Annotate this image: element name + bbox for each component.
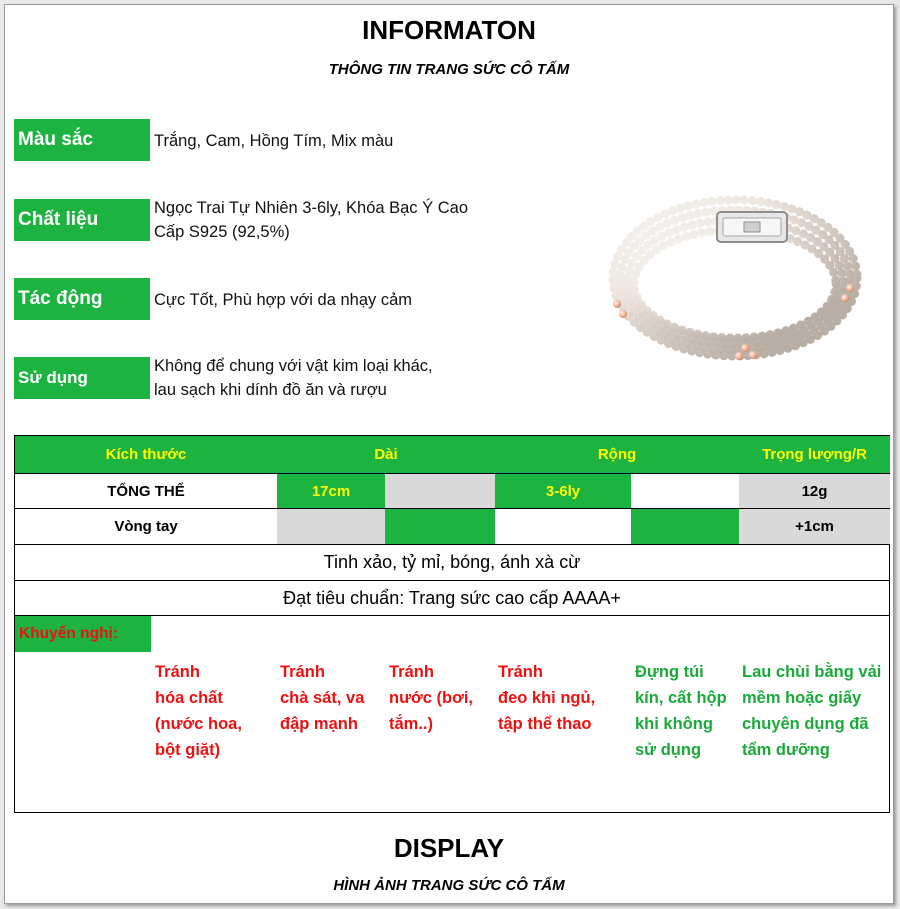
col-width-header: Rộng — [495, 436, 739, 473]
size-table-header — [14, 435, 890, 473]
col-size-header: Kích thước — [15, 436, 277, 473]
attr-label-usage: Sử dụng — [14, 357, 150, 399]
recommend-line: bột giặt) — [155, 741, 221, 759]
length-value: 17cm — [277, 474, 385, 508]
attr-value-line: lau sạch khi dính đồ ăn và rượu — [154, 381, 387, 399]
recommend-item — [635, 659, 727, 763]
recommend-line: chuyên dụng đã — [742, 715, 869, 733]
attr-value-line: Trắng, Cam, Hồng Tím, Mix màu — [154, 132, 394, 150]
attr-value-effect — [154, 288, 494, 312]
display-subtitle: HÌNH ẢNH TRANG SỨC CÔ TẤM — [333, 877, 565, 894]
recommend-item — [742, 659, 881, 763]
page-title: INFORMATON — [362, 15, 536, 45]
row-label: Vòng tay — [114, 518, 178, 535]
recommend-line: chà sát, va — [280, 689, 365, 707]
pearl-bracelet-icon — [595, 138, 875, 410]
recommend-item — [155, 659, 242, 763]
recommend-line: sử dụng — [635, 741, 702, 759]
recommend-item — [280, 659, 364, 737]
recommend-line: tập thể thao — [498, 715, 592, 733]
recommend-line: Tránh — [389, 663, 434, 681]
table-row — [14, 473, 890, 508]
recommend-line: nước (bơi, — [389, 689, 473, 707]
table-row — [14, 508, 890, 544]
row-label: TỔNG THỂ — [107, 482, 185, 500]
recommend-line: Tránh — [280, 663, 325, 681]
recommend-line: (nước hoa, — [155, 715, 242, 733]
empty-cell — [631, 474, 739, 508]
attr-value-color — [154, 129, 494, 153]
attr-value-line: Không để chung với vật kim loại khác, — [154, 357, 433, 375]
recommend-line: tắm..) — [389, 715, 434, 733]
note-quality: Tinh xảo, tỷ mỉ, bóng, ánh xà cừ — [14, 544, 890, 580]
length-value — [277, 509, 385, 544]
recommend-line: Lau chùi bằng vải — [742, 663, 882, 681]
width-value — [495, 509, 631, 544]
recommend-section — [14, 615, 890, 813]
recommend-line: tẩm dưỡng — [742, 741, 830, 759]
recommend-line: hóa chất — [155, 689, 223, 707]
attr-value-line: Cấp S925 (92,5%) — [154, 223, 290, 241]
recommend-item — [389, 659, 473, 737]
recommend-line: Tránh — [498, 663, 543, 681]
display-title: DISPLAY — [393, 833, 505, 863]
weight-value: +1cm — [739, 509, 890, 544]
recommend-line: Đựng túi — [635, 663, 704, 681]
width-value: 3-6ly — [495, 474, 631, 508]
note-standard: Đạt tiêu chuẩn: Trang sức cao cấp AAAA+ — [14, 580, 890, 615]
col-weight-header: Trọng lượng/R — [739, 436, 890, 473]
empty-cell — [385, 474, 495, 508]
recommend-line: đập mạnh — [280, 715, 358, 733]
recommend-line: khi không — [635, 715, 713, 733]
attr-label-material: Chất liệu — [14, 199, 150, 241]
recommend-line: mềm hoặc giấy — [742, 689, 862, 707]
recommend-item — [498, 659, 595, 737]
empty-cell — [385, 509, 495, 544]
attr-value-line: Cực Tốt, Phù hợp với da nhạy cảm — [154, 291, 412, 309]
bracelet-image — [595, 138, 875, 410]
attr-label-effect: Tác động — [14, 278, 150, 320]
empty-cell — [631, 509, 739, 544]
recommend-line: kín, cất hộp — [635, 689, 727, 707]
recommend-line: Tránh — [155, 663, 200, 681]
product-info-sheet — [4, 4, 894, 904]
attr-value-line: Ngọc Trai Tự Nhiên 3-6ly, Khóa Bạc Ý Cao — [154, 199, 468, 217]
recommend-line: đeo khi ngủ, — [498, 689, 596, 707]
recommend-label: Khuyến nghị: — [15, 616, 151, 652]
weight-value: 12g — [739, 474, 890, 508]
col-length-header: Dài — [277, 436, 495, 473]
attr-label-color: Màu sắc — [14, 119, 150, 161]
attr-value-material — [154, 196, 494, 244]
page-subtitle: THÔNG TIN TRANG SỨC CÔ TẤM — [328, 61, 570, 78]
attr-value-usage — [154, 354, 494, 402]
